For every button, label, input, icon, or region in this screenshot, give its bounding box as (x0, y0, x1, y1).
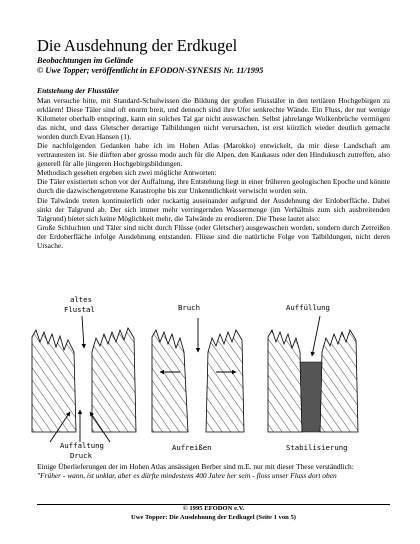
page-title: Die Ausdehnung der Erdkugel (37, 36, 238, 55)
page-footer (37, 504, 390, 522)
panel-3-top-label-1: Auffüllung (286, 303, 330, 312)
panel-3-rock-left (268, 330, 302, 432)
panel-2-rock-left (152, 330, 188, 432)
panel-1-bottom-label-1: Auffaltung (60, 441, 104, 450)
paragraph: Die Talwände treten kontinuierlich oder ruckartig auseinander aufgrund der Ausdehnung der Erdoberfläche. Dabei sinkt der Talgrund ab. Der sich immer mehr verringernden Wassermenge (im Verhältnis zum sich ausbreitenden Talgrund) bietet sich keine Möglichkeit mehr, die Talwände zu erodieren. Die These lautet also: (37, 195, 390, 223)
body-text (37, 96, 390, 250)
paragraph: Einige Überlieferungen der im Hohen Atlas ansässigen Berber sind m.E. nur mit dieser These verständlich: (37, 462, 354, 471)
byline: © Uwe Topper; veröffentlicht in EFODON-SYNESIS Nr. 11/1995 (37, 66, 264, 75)
paragraph: Methodisch gesehen ergeben sich zwei mögliche Antworten: (37, 168, 217, 178)
panel-2 (152, 303, 244, 452)
footer-page-info: Uwe Topper: Die Ausdehnung der Erdkugel (Seite 1 von 5) (131, 513, 296, 521)
panel-2-rock-right (206, 330, 244, 432)
panel-3-bottom-label-1: Stabilisierung (286, 443, 348, 452)
paragraph: Große Schluchten und Täler sind nicht durch Flüsse (oder Gletscher) ausgewaschen worden, sondern durch Zerreißen der Erdoberfläche infolge Ausdehnung entstanden. Flüsse sind die natürliche Folge von Talbildungen, nicht deren Ursache. (37, 222, 390, 250)
panel-1-top-label-1: altes (70, 295, 92, 304)
panel-1-rock-right (92, 328, 136, 432)
page-subtitle: Beobachtungen im Gelände (37, 56, 134, 65)
paragraph: Die nachfolgenden Gedanken habe ich im Hohen Atlas (Marokko) entwickelt, da mir diese Landschaft am vertrautesten ist. Sie dürften aber grosso modo auch für die Alpen, den Kaukasus oder den Hindukusch zutreffen, also generell für alle jüngeren Hochgebirgsbildungen. (37, 141, 390, 169)
footer-copyright: © 1995 EFODON e.V. (182, 505, 245, 512)
panel-1-bottom-label-2: Druck (70, 451, 92, 460)
panel-2-top-label-1: Bruch (178, 303, 200, 312)
panel-1 (32, 295, 136, 460)
panel-3-sediment-fill (300, 362, 322, 432)
panel-1-rock-left (32, 330, 76, 432)
berber-quote: "Früher - wann, ist unklar, aber es dürfte mindestens 400 Jahre her sein - floss unser Fluss dort oben (37, 471, 337, 481)
paragraph: Man versuche bitte, mit Standard-Schulwissen die Bildung der großen Flusstäler in den tertiären Hochgebirgen zu erklären! Diese Täler sind oft enorm breit, und dennoch sind ihre Ufer senkrechte Wände. Ein Fluss, der nur wenige Kilometer oberhalb entspringt, kann ein solches Tal gar nicht auswaschen. Selbst jahrelange Wolkenbrüche vermögen das nicht, und dass Gletscher derartige Talbildungen nicht verursachen, ist erst kürzlich wieder deutlich gemacht worden durch Evan Hansen (1). (37, 96, 390, 142)
panel-3 (268, 303, 358, 452)
panel-3-rock-right (320, 330, 358, 432)
panel-2-bottom-label-1: Aufreißen (172, 443, 212, 452)
after-figure-text (37, 462, 390, 480)
section-heading: Entstehung der Flusstäler (37, 86, 119, 95)
paragraph: Die Täler existierten schon vor der Auffaltung, ihre Entstehung liegt in einer früheren geologischen Epoche und könnte durch die dazwischengetretene Katastrophe bis zur Unkenntlichkeit verwischt worden sein. (37, 177, 390, 196)
panel-1-top-label-2: Flustal (64, 305, 95, 314)
valley-formation-figure (30, 292, 380, 462)
